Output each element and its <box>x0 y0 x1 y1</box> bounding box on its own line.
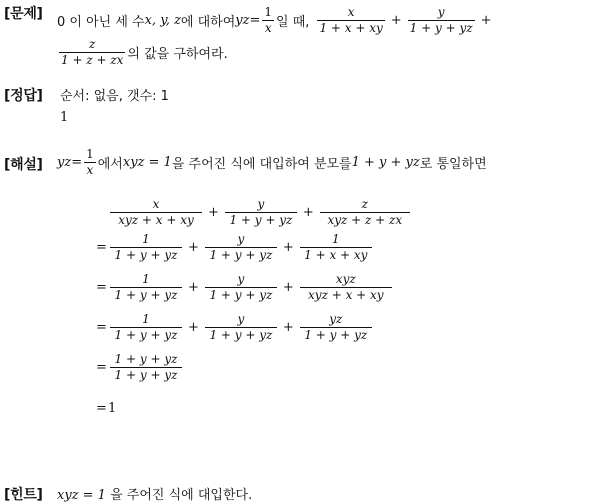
solution-step-3 <box>96 307 374 347</box>
step-2-c-denominator: xyz + x + xy <box>300 287 392 302</box>
step-1-b-denominator: 1 + y + yz <box>205 247 277 262</box>
step-2-a-denominator: 1 + y + yz <box>110 287 182 302</box>
combined-numerator: 1 + y + yz <box>114 351 178 366</box>
solution-step-0 <box>96 192 412 232</box>
step-1-c-denominator: 1 + x + xy <box>300 247 372 262</box>
plus-sign: + <box>282 319 294 335</box>
plus-sign: + <box>188 319 199 335</box>
step-2-c-numerator: xyz <box>335 271 356 286</box>
equals-sign: = <box>96 239 107 255</box>
step-0-c-numerator: z <box>361 196 368 211</box>
given-numerator: 1 <box>264 4 273 19</box>
problem-vars: x, y, z <box>144 12 181 28</box>
solution-substitution: xyz = 1 <box>122 154 172 170</box>
answer-tag: [정답] <box>4 88 43 104</box>
term-3-fraction <box>59 38 125 66</box>
solution-text-1: 에서 <box>97 156 123 172</box>
step-1-term-b <box>205 233 277 261</box>
hint-line <box>57 484 252 503</box>
step-2-term-b <box>205 273 277 301</box>
step-3-term-c <box>300 313 372 341</box>
step-1-c-numerator: 1 <box>331 231 340 246</box>
step-3-a-denominator: 1 + y + yz <box>110 327 182 342</box>
step-2-term-a <box>110 273 182 301</box>
term-3-denominator: 1 + z + zx <box>61 52 124 67</box>
equals-sign: = <box>96 359 107 375</box>
given-denominator: x <box>262 20 274 35</box>
step-0-c-denominator: xyz + z + zx <box>320 212 410 227</box>
solution-tag: [해설] <box>4 157 43 173</box>
plus-sign: + <box>208 204 219 220</box>
term-1-denominator: 1 + x + xy <box>319 20 383 35</box>
term-3-numerator: z <box>89 36 96 51</box>
step-0-b-numerator: y <box>257 196 265 211</box>
solution-step-1 <box>96 227 374 267</box>
step-0-term-b <box>225 198 297 226</box>
step-3-term-b <box>205 313 277 341</box>
problem-ask: 의 값을 구하여라. <box>127 46 228 62</box>
step-1-term-a <box>110 233 182 261</box>
plus-sign: + <box>188 279 199 295</box>
solution-numerator: 1 <box>86 146 94 161</box>
final-value: 1 <box>108 400 117 416</box>
step-2-b-numerator: y <box>237 271 245 286</box>
solution-intro <box>57 144 487 180</box>
given-fraction <box>262 6 274 34</box>
solution-text-2: 을 주어진 식에 대입하여 분모를 <box>171 156 352 172</box>
step-0-b-denominator: 1 + y + yz <box>225 212 297 227</box>
step-3-c-denominator: 1 + y + yz <box>300 327 372 342</box>
step-1-b-numerator: y <box>237 231 245 246</box>
term-2-fraction <box>408 6 475 34</box>
hint-expression: xyz = 1 <box>57 488 106 503</box>
hint-tag: [힌트] <box>4 487 43 503</box>
step-2-a-numerator: 1 <box>142 271 150 286</box>
problem-given-pre: 에 대하여 <box>180 14 236 30</box>
plus-sign: + <box>282 239 294 255</box>
problem-given-post: 일 때, <box>276 14 310 30</box>
problem-line-1 <box>57 2 495 38</box>
step-3-b-denominator: 1 + y + yz <box>205 327 277 342</box>
step-1-term-c <box>300 233 372 261</box>
problem-lead: 0 이 아닌 세 수 <box>57 14 145 30</box>
equals-sign: = <box>96 400 107 416</box>
step-0-a-denominator: xyz + x + xy <box>110 212 202 227</box>
plus-sign: + <box>480 12 492 28</box>
solution-step-final <box>96 388 116 428</box>
given-eq: = <box>249 12 261 28</box>
answer-meta: 순서: 없음, 갯수: 1 <box>60 89 169 104</box>
solution-step-2 <box>96 267 394 307</box>
step-3-a-numerator: 1 <box>142 311 150 326</box>
plus-sign: + <box>282 279 294 295</box>
plus-sign: + <box>390 12 402 28</box>
step-0-term-a <box>110 198 202 226</box>
equals-sign: = <box>96 279 107 295</box>
plus-sign: + <box>188 239 199 255</box>
equals-sign: = <box>96 319 107 335</box>
term-1-numerator: x <box>347 4 355 19</box>
solution-common-denominator: 1 + y + yz <box>351 154 420 170</box>
term-2-numerator: y <box>437 4 445 19</box>
step-1-a-numerator: 1 <box>142 231 150 246</box>
hint-text: 을 주어진 식에 대입한다. <box>105 488 253 503</box>
step-3-term-a <box>110 313 182 341</box>
step-2-term-c <box>300 273 392 301</box>
solution-eq: = <box>71 154 83 170</box>
term-1-fraction <box>317 6 384 34</box>
solution-step-combined <box>96 347 184 387</box>
solution-fraction <box>84 148 96 176</box>
step-3-b-numerator: y <box>237 311 245 326</box>
solution-text-3: 로 통일하면 <box>419 156 487 172</box>
combined-denominator: 1 + y + yz <box>110 367 182 382</box>
plus-sign: + <box>302 204 314 220</box>
problem-tag: [문제] <box>4 6 43 22</box>
step-1-a-denominator: 1 + y + yz <box>110 247 182 262</box>
term-2-denominator: 1 + y + yz <box>409 20 473 35</box>
step-0-term-c <box>320 198 410 226</box>
solution-lhs: yz <box>57 154 72 170</box>
step-0-a-numerator: x <box>152 196 160 211</box>
step-2-b-denominator: 1 + y + yz <box>205 287 277 302</box>
answer-value: 1 <box>60 110 69 125</box>
given-lhs: yz <box>235 12 250 28</box>
problem-line-2 <box>57 34 228 70</box>
combined-fraction <box>110 353 182 381</box>
step-3-c-numerator: yz <box>329 311 343 326</box>
solution-denominator: x <box>84 162 96 177</box>
